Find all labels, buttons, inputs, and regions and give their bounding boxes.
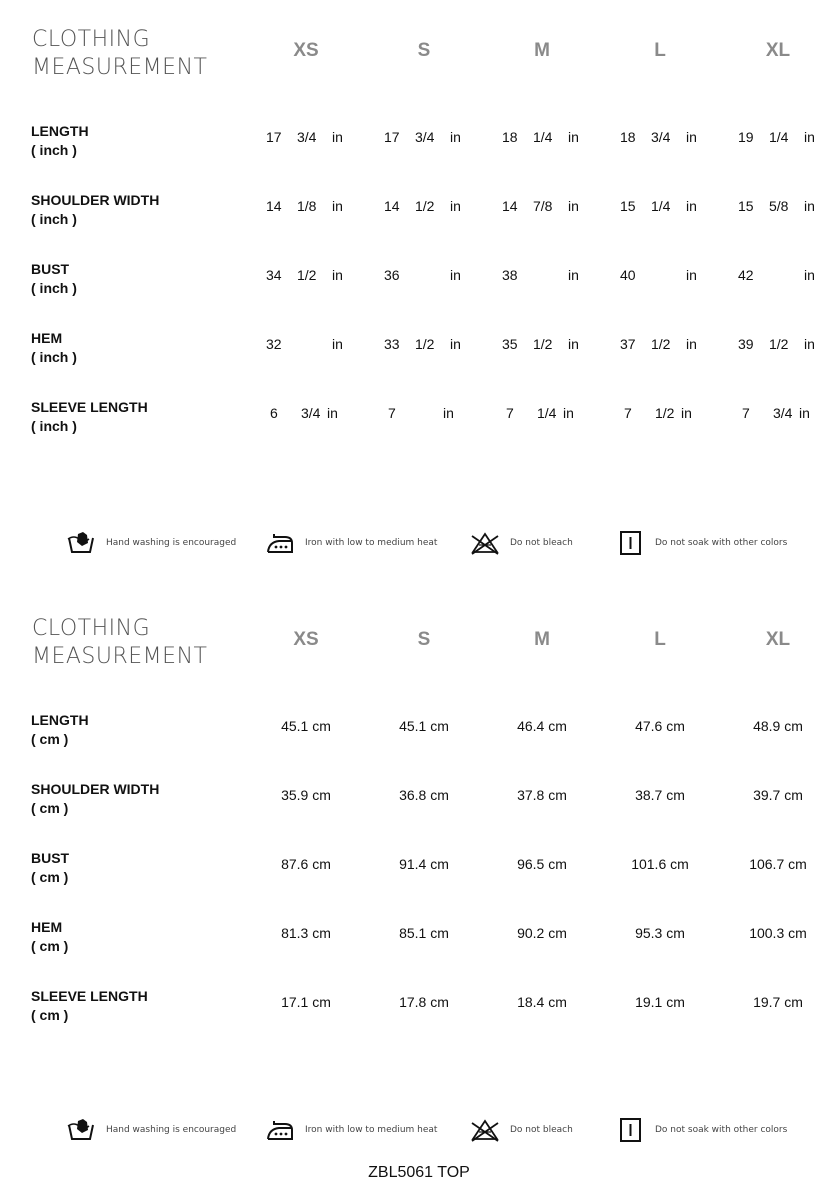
value-whole: 7 — [506, 405, 514, 421]
size-header-m: M — [534, 40, 550, 61]
row-name: HEM — [31, 919, 63, 935]
value-fraction: 1/4 — [769, 129, 789, 145]
value-unit: in — [804, 267, 815, 283]
row-unit-label: ( inch ) — [31, 418, 77, 434]
value-whole: 17 — [266, 129, 282, 145]
value-whole: 6 — [270, 405, 278, 421]
measurement-value: 101.6 cm — [631, 856, 689, 872]
row-name: SLEEVE LENGTH — [31, 399, 148, 415]
measurement-row — [0, 780, 838, 820]
value-whole: 17 — [384, 129, 400, 145]
row-label — [31, 849, 69, 887]
value-whole: 14 — [266, 198, 282, 214]
care-item — [470, 1115, 573, 1145]
care-item — [265, 1115, 437, 1145]
value-whole: 7 — [388, 405, 396, 421]
value-fraction: 1/2 — [415, 336, 435, 352]
row-name: SHOULDER WIDTH — [31, 781, 160, 797]
care-text: Iron with low to medium heat — [305, 1125, 438, 1135]
value-whole: 33 — [384, 336, 400, 352]
measurement-value: 100.3 cm — [749, 925, 807, 941]
product-code: ZBL5061 TOP — [368, 1164, 470, 1181]
value-whole: 35 — [502, 336, 518, 352]
value-whole: 14 — [502, 198, 518, 214]
row-name: LENGTH — [31, 712, 89, 728]
care-item — [66, 1115, 236, 1145]
care-text: Do not bleach — [510, 538, 573, 548]
value-fraction: 5/8 — [769, 198, 789, 214]
hand-wash-icon — [66, 530, 96, 556]
value-whole: 15 — [738, 198, 754, 214]
measurement-value: 48.9 cm — [753, 718, 803, 734]
row-unit-label: ( cm ) — [31, 800, 69, 816]
value-unit: in — [332, 129, 343, 145]
row-name: HEM — [31, 330, 63, 346]
row-name: BUST — [31, 850, 70, 866]
value-whole: 19 — [738, 129, 754, 145]
care-text: Do not soak with other colors — [655, 1125, 788, 1135]
value-unit: in — [568, 336, 579, 352]
care-text: Hand washing is encouraged — [106, 1125, 237, 1135]
row-label — [31, 122, 89, 160]
measurement-row — [0, 987, 838, 1027]
care-text: Do not bleach — [510, 1125, 573, 1135]
measurement-row — [0, 260, 838, 300]
value-whole: 37 — [620, 336, 636, 352]
value-fraction: 1/2 — [533, 336, 553, 352]
care-item — [265, 528, 437, 558]
value-unit: in — [686, 198, 697, 214]
value-unit: in — [568, 198, 579, 214]
measurement-value: 91.4 cm — [399, 856, 449, 872]
size-header-m: M — [534, 629, 550, 650]
value-whole: 14 — [384, 198, 400, 214]
measurement-row — [0, 849, 838, 889]
value-whole: 32 — [266, 336, 282, 352]
row-unit-label: ( cm ) — [31, 938, 69, 954]
measurement-value: 36.8 cm — [399, 787, 449, 803]
size-header-xl: XL — [765, 629, 791, 650]
care-text: Hand washing is encouraged — [106, 538, 237, 548]
value-fraction: 1/4 — [537, 405, 557, 421]
value-whole: 39 — [738, 336, 754, 352]
measurement-row — [0, 918, 838, 958]
value-whole: 38 — [502, 267, 518, 283]
row-label — [31, 987, 148, 1025]
value-whole: 15 — [620, 198, 636, 214]
care-item — [470, 528, 573, 558]
size-header-xs: XS — [293, 629, 319, 650]
iron-icon — [265, 530, 295, 556]
value-fraction: 1/2 — [769, 336, 789, 352]
size-header-xs: XS — [293, 40, 319, 61]
value-whole: 18 — [620, 129, 636, 145]
row-name: SHOULDER WIDTH — [31, 192, 160, 208]
no-soak-icon — [615, 1117, 645, 1143]
value-unit: in — [804, 129, 815, 145]
value-whole: 34 — [266, 267, 282, 283]
value-unit: in — [563, 405, 574, 421]
size-header-xl: XL — [765, 40, 791, 61]
care-instructions — [0, 528, 838, 558]
care-item — [66, 528, 236, 558]
size-header-s: S — [417, 40, 431, 61]
measurement-value: 19.7 cm — [753, 994, 803, 1010]
row-label — [31, 191, 159, 229]
row-unit-label: ( inch ) — [31, 211, 77, 227]
measurement-row — [0, 711, 838, 751]
value-unit: in — [332, 267, 343, 283]
value-fraction: 7/8 — [533, 198, 553, 214]
measurement-value: 17.8 cm — [399, 994, 449, 1010]
care-item — [615, 528, 787, 558]
value-unit: in — [686, 129, 697, 145]
no-bleach-icon — [470, 530, 500, 556]
row-name: BUST — [31, 261, 70, 277]
row-label — [31, 398, 148, 436]
measurement-row — [0, 398, 838, 438]
section-title: CLOTHING MEASUREMENT — [32, 27, 208, 80]
row-unit-label: ( inch ) — [31, 349, 77, 365]
row-unit-label: ( inch ) — [31, 142, 77, 158]
value-fraction: 1/4 — [533, 129, 553, 145]
measurement-value: 45.1 cm — [399, 718, 449, 734]
row-label — [31, 329, 77, 367]
measurement-value: 47.6 cm — [635, 718, 685, 734]
value-fraction: 1/8 — [297, 198, 317, 214]
iron-icon — [265, 1117, 295, 1143]
no-bleach-icon — [470, 1117, 500, 1143]
value-fraction: 1/2 — [651, 336, 671, 352]
value-whole: 7 — [624, 405, 632, 421]
care-item — [615, 1115, 787, 1145]
value-fraction: 3/4 — [297, 129, 317, 145]
value-unit: in — [686, 336, 697, 352]
size-header-l: L — [654, 40, 666, 61]
value-whole: 36 — [384, 267, 400, 283]
value-unit: in — [450, 336, 461, 352]
value-unit: in — [681, 405, 692, 421]
measurement-value: 39.7 cm — [753, 787, 803, 803]
value-fraction: 1/2 — [415, 198, 435, 214]
value-fraction: 1/4 — [651, 198, 671, 214]
value-whole: 7 — [742, 405, 750, 421]
measurement-value: 106.7 cm — [749, 856, 807, 872]
measurement-value: 95.3 cm — [635, 925, 685, 941]
value-whole: 40 — [620, 267, 636, 283]
row-label — [31, 711, 89, 749]
size-header-l: L — [654, 629, 666, 650]
value-unit: in — [332, 198, 343, 214]
row-label — [31, 918, 68, 956]
measurement-row — [0, 191, 838, 231]
row-label — [31, 780, 159, 818]
measurement-value: 45.1 cm — [281, 718, 331, 734]
care-text: Iron with low to medium heat — [305, 538, 438, 548]
value-unit: in — [450, 198, 461, 214]
value-fraction: 3/4 — [415, 129, 435, 145]
measurement-value: 38.7 cm — [635, 787, 685, 803]
measurement-value: 87.6 cm — [281, 856, 331, 872]
row-name: SLEEVE LENGTH — [31, 988, 148, 1004]
care-text: Do not soak with other colors — [655, 538, 788, 548]
value-unit: in — [450, 267, 461, 283]
measurement-value: 85.1 cm — [399, 925, 449, 941]
measurement-value: 96.5 cm — [517, 856, 567, 872]
value-unit: in — [568, 267, 579, 283]
value-unit: in — [450, 129, 461, 145]
value-unit: in — [443, 405, 454, 421]
value-whole: 42 — [738, 267, 754, 283]
size-header-s: S — [417, 629, 431, 650]
hand-wash-icon — [66, 1117, 96, 1143]
row-unit-label: ( cm ) — [31, 869, 69, 885]
value-unit: in — [804, 198, 815, 214]
value-unit: in — [332, 336, 343, 352]
row-unit-label: ( cm ) — [31, 1007, 69, 1023]
measurement-value: 19.1 cm — [635, 994, 685, 1010]
measurement-row — [0, 122, 838, 162]
no-soak-icon — [615, 530, 645, 556]
measurement-value: 17.1 cm — [281, 994, 331, 1010]
row-name: LENGTH — [31, 123, 89, 139]
value-fraction: 3/4 — [773, 405, 793, 421]
measurement-value: 35.9 cm — [281, 787, 331, 803]
section-title: CLOTHING MEASUREMENT — [32, 616, 208, 669]
value-unit: in — [327, 405, 338, 421]
value-fraction: 3/4 — [651, 129, 671, 145]
row-label — [31, 260, 77, 298]
value-whole: 18 — [502, 129, 518, 145]
value-fraction: 3/4 — [301, 405, 321, 421]
care-instructions — [0, 1115, 838, 1145]
measurement-value: 37.8 cm — [517, 787, 567, 803]
value-fraction: 1/2 — [297, 267, 317, 283]
value-unit: in — [686, 267, 697, 283]
measurement-value: 81.3 cm — [281, 925, 331, 941]
row-unit-label: ( cm ) — [31, 731, 69, 747]
measurement-value: 90.2 cm — [517, 925, 567, 941]
measurement-value: 46.4 cm — [517, 718, 567, 734]
measurement-value: 18.4 cm — [517, 994, 567, 1010]
measurement-row — [0, 329, 838, 369]
value-unit: in — [804, 336, 815, 352]
value-unit: in — [799, 405, 810, 421]
row-unit-label: ( inch ) — [31, 280, 77, 296]
value-fraction: 1/2 — [655, 405, 675, 421]
value-unit: in — [568, 129, 579, 145]
